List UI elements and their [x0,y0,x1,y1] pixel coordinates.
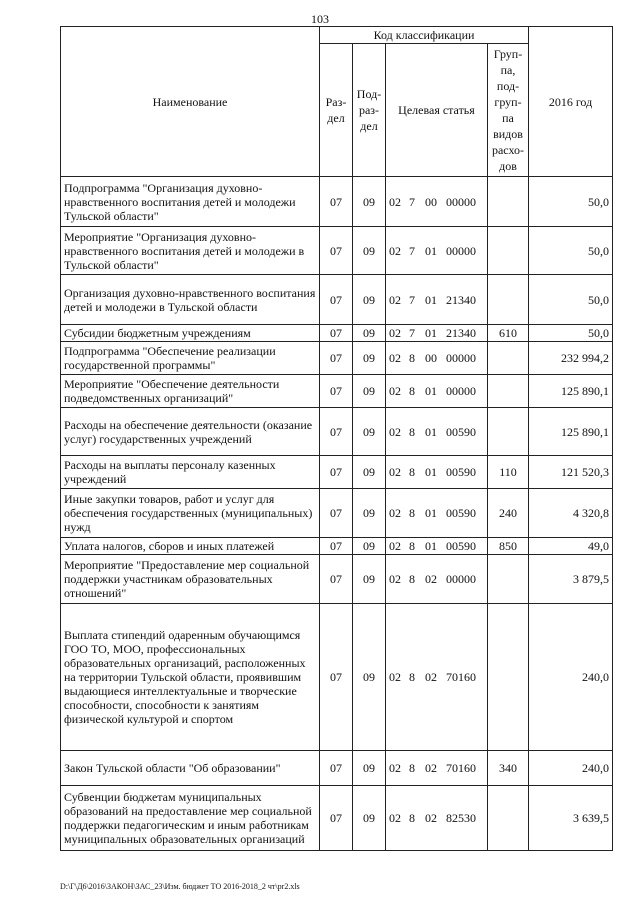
target-event: 01 [425,424,437,439]
row-name: Расходы на обеспечение деятельности (оказание услуг) государственных учреждений [61,408,320,456]
row-name: Уплата налогов, сборов и иных платежей [61,538,320,555]
target-event: 02 [425,572,437,586]
target-subprogram: 8 [409,384,415,398]
row-group [488,604,529,751]
target-direction: 70160 [446,761,476,775]
target-subprogram: 7 [409,243,415,258]
target-subprogram: 8 [409,506,415,520]
table-row [61,408,613,456]
row-podrazdel: 09 [353,555,386,604]
row-group [488,555,529,604]
row-target [386,177,488,227]
row-podrazdel: 09 [353,408,386,456]
target-direction: 00590 [446,506,476,520]
target-subprogram: 7 [409,292,415,307]
target-program: 02 [389,194,401,209]
row-group: 850 [488,538,529,555]
row-razdel: 07 [320,177,353,227]
target-event: 01 [425,326,437,340]
row-razdel: 07 [320,408,353,456]
row-razdel: 07 [320,325,353,342]
row-target [386,342,488,375]
target-direction: 00590 [446,465,476,479]
row-name: Расходы на выплаты персоналу казенных учреждений [61,456,320,489]
target-direction: 00000 [446,243,476,258]
row-amount: 3 879,5 [529,555,613,604]
target-subprogram: 8 [409,670,415,684]
row-podrazdel: 09 [353,604,386,751]
row-name: Организация духовно-нравственного воспитания детей и молодежи в Тульской области [61,275,320,325]
target-event: 00 [425,194,437,209]
header-name: Наименование [61,27,320,177]
target-program: 02 [389,424,401,439]
row-amount: 50,0 [529,275,613,325]
row-amount: 3 639,5 [529,786,613,851]
target-event: 01 [425,539,437,553]
row-podrazdel: 09 [353,489,386,538]
header-group-text: Груп- па, под- груп- па видов расхо- дов [491,47,525,173]
row-podrazdel: 09 [353,275,386,325]
row-podrazdel: 09 [353,375,386,408]
row-group: 610 [488,325,529,342]
file-path-footer: D:\Г\Д6\2016\ЗАКОН\ЗАС_23\Изм. бюджет ТО 2016-2018_2 чт\pr2.xls [60,882,300,891]
row-name: Выплата стипендий одаренным обучающимся ГОО ТО, МОО, профессиональных образовательных организаций, расположенных на территории Тульской области, проявившим выдающиеся интеллектуальные и творческие способности, способности к занятиям физической культурой и спортом [61,604,320,751]
row-razdel: 07 [320,342,353,375]
row-razdel: 07 [320,555,353,604]
table-row [61,786,613,851]
row-amount: 49,0 [529,538,613,555]
target-subprogram: 7 [409,326,415,340]
target-direction: 00000 [446,572,476,586]
header-podrazdel-text: Под- раз- дел [356,87,382,133]
target-subprogram: 8 [409,465,415,479]
table-row [61,275,613,325]
row-razdel: 07 [320,375,353,408]
row-name: Мероприятие "Обеспечение деятельности подведомственных организаций" [61,375,320,408]
header-razdel [320,44,353,177]
table-row [61,375,613,408]
row-group [488,375,529,408]
target-event: 01 [425,243,437,258]
table-row [61,751,613,786]
row-amount: 50,0 [529,227,613,275]
row-name: Иные закупки товаров, работ и услуг для обеспечения государственных (муниципальных) нужд [61,489,320,538]
row-amount: 50,0 [529,177,613,227]
target-direction: 82530 [446,811,476,825]
row-target [386,555,488,604]
row-group [488,342,529,375]
row-name: Подпрограмма "Организация духовно-нравственного воспитания детей и молодежи Тульской области" [61,177,320,227]
target-program: 02 [389,351,401,365]
target-direction: 21340 [446,326,476,340]
row-amount: 232 994,2 [529,342,613,375]
row-group [488,177,529,227]
row-amount: 4 320,8 [529,489,613,538]
table-row [61,489,613,538]
table-row [61,538,613,555]
row-target [386,786,488,851]
row-podrazdel: 09 [353,342,386,375]
target-subprogram: 8 [409,539,415,553]
row-group: 340 [488,751,529,786]
budget-table [60,26,613,851]
target-subprogram: 7 [409,194,415,209]
target-event: 00 [425,351,437,365]
row-target [386,227,488,275]
table-row [61,555,613,604]
target-event: 01 [425,292,437,307]
row-amount: 125 890,1 [529,375,613,408]
target-program: 02 [389,384,401,398]
header-code: Код классификации [320,27,529,44]
target-subprogram: 8 [409,811,415,825]
target-program: 02 [389,292,401,307]
row-target [386,751,488,786]
target-direction: 00000 [446,194,476,209]
table-row [61,227,613,275]
table-row [61,456,613,489]
row-razdel: 07 [320,786,353,851]
row-razdel: 07 [320,538,353,555]
row-podrazdel: 09 [353,227,386,275]
target-event: 02 [425,670,437,684]
target-program: 02 [389,811,401,825]
target-direction: 21340 [446,292,476,307]
target-program: 02 [389,465,401,479]
row-group [488,227,529,275]
table-row [61,177,613,227]
row-target [386,456,488,489]
row-group [488,408,529,456]
row-target [386,604,488,751]
row-name: Подпрограмма "Обеспечение реализации государственной программы" [61,342,320,375]
row-target [386,408,488,456]
target-subprogram: 8 [409,761,415,775]
row-amount: 121 520,3 [529,456,613,489]
header-target: Целевая статья [386,44,488,177]
target-program: 02 [389,761,401,775]
row-podrazdel: 09 [353,325,386,342]
row-razdel: 07 [320,275,353,325]
target-direction: 00590 [446,539,476,553]
target-program: 02 [389,572,401,586]
row-razdel: 07 [320,489,353,538]
page-number: 103 [311,12,329,26]
row-podrazdel: 09 [353,538,386,555]
row-group [488,275,529,325]
header-year: 2016 год [529,27,613,177]
row-razdel: 07 [320,456,353,489]
target-subprogram: 8 [409,351,415,365]
row-group [488,786,529,851]
target-program: 02 [389,506,401,520]
row-razdel: 07 [320,751,353,786]
row-amount: 240,0 [529,604,613,751]
target-event: 02 [425,761,437,775]
target-direction: 70160 [446,670,476,684]
row-name: Мероприятие "Организация духовно-нравственного воспитания детей и молодежи в Тульской области" [61,227,320,275]
target-direction: 00590 [446,424,476,439]
target-program: 02 [389,670,401,684]
target-program: 02 [389,243,401,258]
row-target [386,489,488,538]
row-razdel: 07 [320,227,353,275]
target-program: 02 [389,539,401,553]
row-amount: 125 890,1 [529,408,613,456]
row-razdel: 07 [320,604,353,751]
row-podrazdel: 09 [353,786,386,851]
header-group [488,44,529,177]
row-amount: 240,0 [529,751,613,786]
row-podrazdel: 09 [353,456,386,489]
target-event: 01 [425,465,437,479]
target-event: 02 [425,811,437,825]
row-name: Субсидии бюджетным учреждениям [61,325,320,342]
row-target [386,275,488,325]
row-name: Субвенции бюджетам муниципальных образований на предоставление мер социальной поддержки педагогическим и иным работникам муниципальных образовательных организаций [61,786,320,851]
row-podrazdel: 09 [353,177,386,227]
row-group: 110 [488,456,529,489]
row-target [386,375,488,408]
target-event: 01 [425,384,437,398]
target-subprogram: 8 [409,424,415,439]
header-podrazdel [353,44,386,177]
row-group: 240 [488,489,529,538]
table-row [61,604,613,751]
target-event: 01 [425,506,437,520]
header-razdel-text: Раз- дел [325,95,347,125]
row-name: Мероприятие "Предоставление мер социальной поддержки участникам образовательных отношений" [61,555,320,604]
row-amount: 50,0 [529,325,613,342]
target-direction: 00000 [446,351,476,365]
table-row [61,342,613,375]
target-subprogram: 8 [409,572,415,586]
table-row [61,325,613,342]
row-target [386,325,488,342]
target-direction: 00000 [446,384,476,398]
row-podrazdel: 09 [353,751,386,786]
row-name: Закон Тульской области "Об образовании" [61,751,320,786]
row-target [386,538,488,555]
target-program: 02 [389,326,401,340]
